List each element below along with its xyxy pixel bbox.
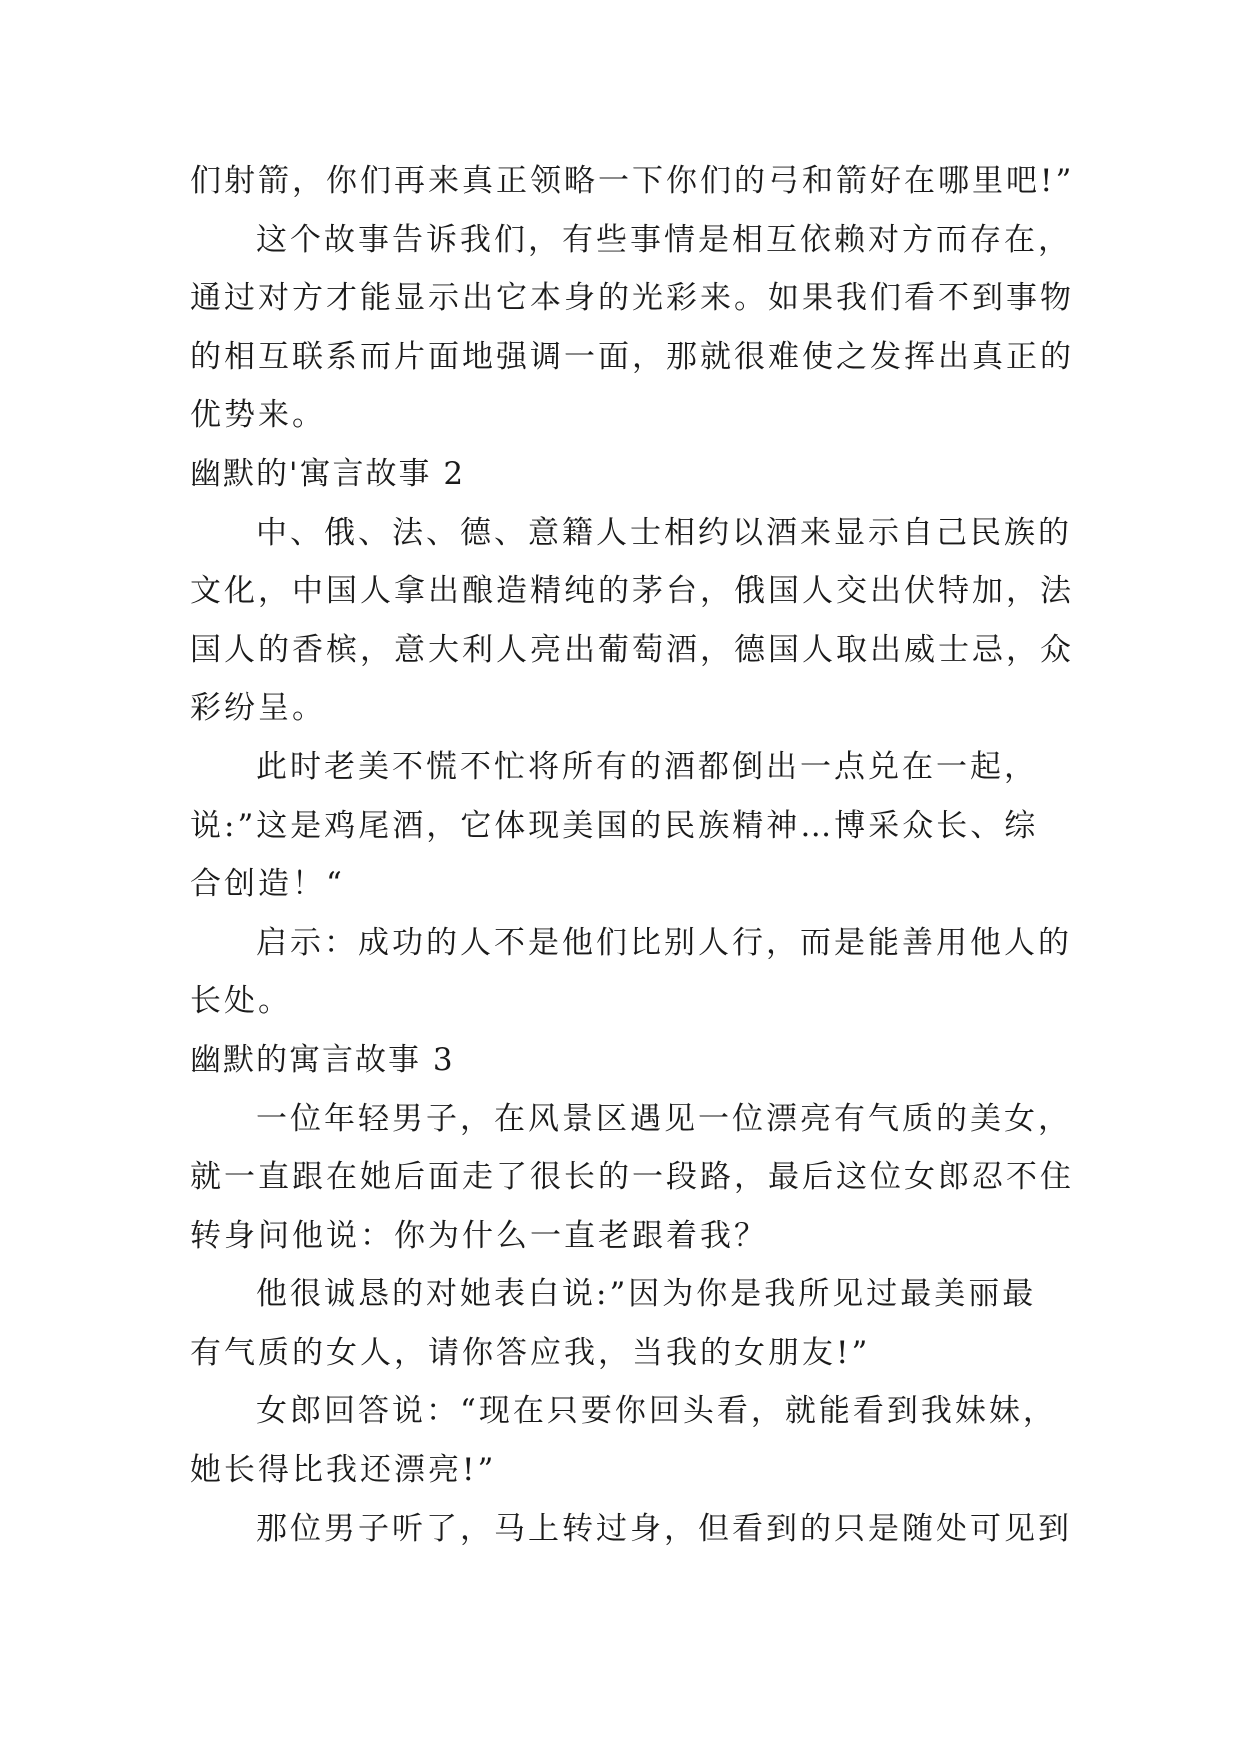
text-line: 合创造！“	[190, 866, 345, 903]
text-line: 说:”这是鸡尾酒，它体现美国的民族精神…博采众长、综	[190, 807, 1039, 844]
text-line: 她长得比我还漂亮!”	[190, 1452, 497, 1489]
text-line: 启示：成功的人不是他们比别人行，而是能善用他人的	[256, 924, 1072, 961]
text-line: 通过对方才能显示出它本身的光彩来。如果我们看不到事物	[190, 280, 1074, 317]
text-line: 此时老美不慌不忙将所有的酒都倒出一点兑在一起，	[256, 748, 1038, 785]
section-heading: 幽默的寓言故事 3	[190, 1041, 455, 1078]
text-line: 那位男子听了，马上转过身，但看到的只是随处可见到	[256, 1510, 1072, 1547]
text-line: 长处。	[190, 983, 292, 1020]
text-line: 女郎回答说：“现在只要你回头看，就能看到我妹妹，	[256, 1393, 1057, 1430]
text-line: 转身问他说：你为什么一直老跟着我？	[190, 1217, 768, 1254]
text-line: 他很诚恳的对她表白说:”因为你是我所见过最美丽最	[256, 1276, 1037, 1313]
text-line: 这个故事告诉我们，有些事情是相互依赖对方而存在，	[256, 221, 1072, 258]
text-line: 优势来。	[190, 397, 326, 434]
text-line: 有气质的女人，请你答应我，当我的女朋友!”	[190, 1334, 871, 1371]
text-line: 的相互联系而片面地强调一面，那就很难使之发挥出真正的	[190, 338, 1074, 375]
text-line: 彩纷呈。	[190, 690, 326, 727]
text-line: 一位年轻男子，在风景区遇见一位漂亮有气质的美女，	[256, 1100, 1072, 1137]
text-line: 文化，中国人拿出酿造精纯的茅台，俄国人交出伏特加，法	[190, 573, 1074, 610]
text-line: 们射箭，你们再来真正领略一下你们的弓和箭好在哪里吧!”	[190, 163, 1075, 199]
text-line: 国人的香槟，意大利人亮出葡萄酒，德国人取出威士忌，众	[190, 631, 1074, 668]
text-line: 中、俄、法、德、意籍人士相约以酒来显示自己民族的	[256, 514, 1072, 551]
document-body	[190, 152, 1075, 1558]
text-line: 就一直跟在她后面走了很长的一段路，最后这位女郎忍不住	[190, 1159, 1074, 1196]
section-heading: 幽默的'寓言故事 2	[190, 455, 466, 492]
